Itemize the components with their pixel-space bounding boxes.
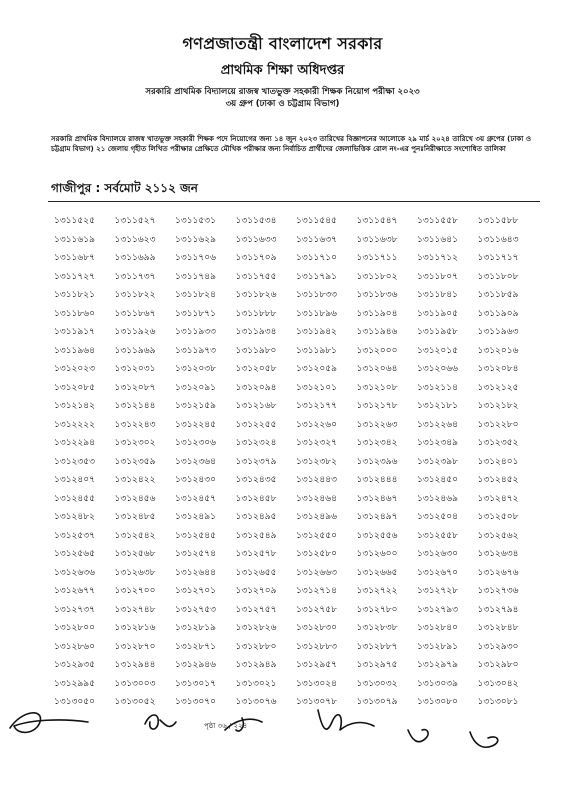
roll-number-cell: ১৩১২১৮২ [477, 401, 519, 411]
roll-number-cell: ১৩১২৭৪৮ [114, 604, 156, 615]
roll-number-cell: ১৩১১৮৮৮ [235, 308, 277, 319]
roll-number-cell: ১৩১২৯৪৯ [235, 660, 277, 670]
roll-number-cell: ১৩১২৮৩০ [296, 623, 337, 633]
roll-number-cell: ১৩১২৪৫০ [417, 475, 458, 485]
roll-number-cell: ১৩১২৫৫০ [296, 530, 337, 541]
roll-number-cell: ১৩১২২৫৫ [235, 419, 277, 430]
roll-number-cell: ১৩১২৭২৮ [417, 586, 458, 596]
roll-number-cell: ১৩১২৩০২ [114, 438, 156, 448]
roll-number-cell: ১৩১২৪৯৫ [235, 512, 277, 522]
roll-number-cell: ১৩১২১৭৮ [356, 401, 398, 411]
roll-number-cell: ১৩১২৪৯১ [175, 512, 216, 522]
roll-number-cell: ১৩১২৩৫৯ [114, 456, 156, 467]
roll-number-cell: ১৩১১৫৩১ [175, 216, 216, 226]
roll-number-cell: ১৩১২৩০৬ [175, 438, 216, 448]
roll-number-cell: ১৩১২৪০৭ [54, 475, 95, 485]
roll-number-cell: ১৩১২৩৮২ [296, 456, 337, 467]
roll-number-cell: ১৩১১৭০৬ [175, 253, 216, 263]
district-summary: গাজীপুর : সর্বমোট ২১১২ জন [51, 181, 198, 195]
roll-number-cell: ১৩১২৪৬৭ [356, 493, 398, 504]
roll-number-cell: ১৩১২০৫৯ [296, 364, 337, 374]
roll-number-cell: ১৩১১৮২১ [54, 290, 95, 300]
roll-number-cell: ১৩১১৯৬৩ [477, 327, 519, 337]
government-title: গণপ্রজাতন্ত্রী বাংলাদেশ সরকার [182, 34, 383, 53]
roll-number-cell: ১৩১১৬৯৯ [114, 253, 156, 263]
roll-number-cell: ১৩১২৬৬৩ [296, 567, 337, 578]
group-title: ৩য় গ্রুপ (ঢাকা ও চট্টগ্রাম বিভাগ) [225, 99, 340, 109]
roll-number-cell: ১৩১২৩৪২ [356, 438, 398, 448]
roll-number-cell: ১৩১২১০৮ [356, 382, 398, 393]
roll-number-cell: ১৩১২৫৫৬ [356, 530, 398, 541]
roll-number-cell: ১৩১২০৮৪ [477, 364, 519, 374]
roll-number-cell: ১৩১১৯০৯ [477, 308, 519, 319]
roll-number-cell: ১৩১২০৩১ [114, 364, 156, 374]
roll-number-cell: ১৩১২৩৬৪ [175, 456, 216, 467]
roll-number-cell: ১৩১২১৪২ [54, 401, 95, 411]
roll-number-cell: ১৩১২৮৩৮ [356, 623, 398, 633]
roll-number-cell: ১৩১২৫০৮ [477, 512, 519, 522]
roll-number-cell: ১৩১২৪০১ [477, 456, 519, 467]
roll-number-cell: ১৩১১৯১৭ [54, 327, 95, 337]
roll-number-cell: ১৩১২১৮১ [417, 401, 458, 411]
divider [48, 201, 540, 202]
roll-number-cell: ১৩১২৬৩৮ [114, 567, 156, 578]
roll-number-cell: ১৩১১৬৩৩ [235, 234, 277, 245]
roll-number-cell: ১৩১২৬৩৪ [477, 549, 519, 559]
roll-number-cell: ১৩১১৮০৭ [417, 271, 458, 282]
roll-number-cell: ১৩১২৪৫৫ [54, 493, 95, 504]
roll-number-cell: ১৩১২৩২৭ [296, 438, 337, 448]
roll-number-cell: ১৩১২০৬৬ [417, 364, 458, 374]
roll-number-cell: ১৩১৩০৫০ [54, 697, 95, 707]
roll-number-cell: ১৩১২৫৭৮ [235, 549, 277, 559]
roll-number-cell: ১৩১১৮২২ [114, 290, 156, 300]
roll-number-cell: ১৩১২৫৪২ [114, 530, 156, 541]
roll-number-cell: ১৩১২৭১৪ [296, 586, 337, 596]
notice-paragraph: সরকারি প্রাথমিক বিদ্যালয়ে রাজস্ব খাতভুক্ত সহকারী শিক্ষক পদে নিয়োগের জন্য ১৪ জুন ২০২৩ তারিখের বিজ্ঞাপনের আলোকে ২৯ মার্চ ২০২৪ তারিখে ৩য় গ্রুপের (ঢাকা ও চট্টগ্রাম বিভাগ) ২১ জেলায় গৃহীত লিখিত পরীক্ষার প্রেক্ষিতে মৌখিক পরীক্ষার জন্য নির্বাচিত প্রার্থীদের জেলাভিত্তিক রোল নং-এর পুনঃনিরীক্ষাতে সংশোধিত তালিকা [51, 135, 531, 153]
page-number: পৃষ্ঠা ৩৬ / ২২৪ [204, 722, 248, 730]
roll-number-cell: ১৩১২৯৩০ [477, 641, 519, 652]
roll-number-cell: ১৩১২৭০৯ [235, 586, 277, 596]
roll-number-cell: ১৩১২২৪৫ [175, 419, 216, 430]
roll-number-cell: ১৩১২৩৭৯ [235, 456, 277, 467]
roll-number-cell: ১৩১২৯৯৫ [54, 678, 95, 689]
roll-number-cell: ১৩১১৯৬৯ [114, 345, 156, 356]
roll-number-cell: ১৩১৩০১৭ [175, 678, 216, 689]
roll-number-cell: ১৩১২২৪৩ [114, 419, 156, 430]
roll-number-cell: ১৩১১৭১২ [417, 253, 458, 263]
roll-number-cell: ১৩১১৮৯৬ [296, 308, 337, 319]
roll-number-cell: ১৩১২৪৬৪ [296, 493, 337, 504]
roll-number-cell: ১৩১১৫৪৫ [296, 216, 337, 226]
roll-number-cell: ১৩১৩০৭০ [175, 697, 216, 707]
roll-number-cell: ১৩১২৮১৬ [114, 623, 156, 633]
roll-number-cell: ১৩১২০২৩ [54, 364, 95, 374]
roll-number-cell: ১৩১১৮৪১ [417, 290, 458, 300]
roll-number-cell: ১৩১২২৬৪ [417, 419, 458, 430]
roll-number-cell: ১৩১১৮০২ [356, 271, 398, 282]
roll-number-cell: ১৩১১৯৮১ [296, 345, 337, 356]
roll-number-cell: ১৩১১৭৯১ [296, 271, 337, 282]
roll-number-cell: ১৩১২১০১ [296, 382, 337, 393]
roll-number-cell: ১৩১১৫৮৮ [477, 216, 519, 226]
roll-number-cell: ১৩১১৬৪৩ [477, 234, 519, 245]
roll-number-cell: ১৩১২৬৪৪ [175, 567, 216, 578]
roll-number-cell: ১৩১১৯৭৩ [175, 345, 216, 356]
roll-number-cell: ১৩১২০০০ [356, 345, 398, 356]
roll-number-cell: ১৩১২৯৪৬ [175, 660, 216, 670]
roll-number-cell: ১৩১১৮৭১ [175, 308, 216, 319]
roll-number-cell: ১৩১২৪৯৬ [296, 512, 337, 522]
department-title: প্রাথমিক শিক্ষা অধিদপ্তর [220, 63, 345, 78]
roll-number-cell: ১৩১২৬০০ [356, 549, 398, 559]
roll-number-cell: ১৩১৩০৩২ [356, 678, 398, 689]
roll-number-cell: ১৩১২৪৪৩ [296, 475, 337, 485]
roll-number-cell: ১৩১৩০২১ [235, 678, 277, 689]
signature-5 [408, 730, 428, 742]
roll-number-cell: ১৩১১৮০৮ [477, 271, 519, 282]
roll-number-cell: ১৩১১৯৮০ [235, 345, 277, 356]
roll-number-cell: ১৩১২৮৭১ [175, 641, 216, 652]
roll-number-cell: ১৩১২৮৯১ [417, 641, 458, 652]
roll-number-cell: ১৩১২২৬৩ [356, 419, 398, 430]
roll-number-cell: ১৩১২৪৫৭ [175, 493, 216, 504]
roll-number-cell: ১৩১২৮৮০ [235, 641, 277, 652]
roll-number-cell: ১৩১২১৪৪ [114, 401, 156, 411]
roll-number-cell: ১৩১১৮২৪ [175, 290, 216, 300]
roll-number-cell: ১৩১২৭০০ [114, 586, 156, 596]
roll-number-cell: ১৩১১৮৬৭ [114, 308, 156, 319]
signature-1 [10, 713, 88, 733]
roll-number-cell: ১৩১২২২২ [54, 419, 95, 430]
exam-title: সরকারি প্রাথমিক বিদ্যালয়ে রাজস্ব খাতভুক্ত সহকারী শিক্ষক নিয়োগ পরীক্ষা ২০২৩ [145, 87, 420, 97]
roll-number-cell: ১৩১২৪৬৯ [417, 493, 458, 504]
roll-number-cell: ১৩১২৯৭৯ [417, 660, 458, 670]
roll-number-cell: ১৩১২৮৪৮ [477, 623, 519, 633]
roll-number-cell: ১৩১২৭৮০ [356, 604, 398, 615]
roll-number-cell: ১৩১২০৩৮ [175, 364, 216, 374]
roll-number-cell: ১৩১২১৬৮ [235, 401, 277, 411]
roll-number-cell: ১৩১২৫৪৫ [175, 530, 216, 541]
roll-number-cell: ১৩১২৪৮২ [54, 512, 95, 522]
roll-number-cell: ১৩১১৯৪২ [296, 327, 337, 337]
roll-number-cell: ১৩১১৯৪৬ [356, 327, 398, 337]
roll-number-cell: ১৩১২১৭৭ [296, 401, 337, 411]
roll-number-cell: ১৩১৩০২৪ [296, 678, 337, 689]
roll-number-cell: ১৩১২৪৫২ [477, 475, 519, 485]
roll-number-cell: ১৩১২৮৬০ [54, 641, 95, 652]
roll-number-cell: ১৩১২০১৬ [477, 345, 519, 356]
roll-number-cell: ১৩১২০৮৫ [54, 382, 95, 393]
roll-number-cell: ১৩১৩০৫২ [114, 697, 156, 707]
roll-number-cell: ১৩১২৭৯৩ [417, 604, 458, 615]
roll-number-cell: ১৩১১৮৫৯ [477, 290, 519, 300]
roll-number-cell: ১৩১১৫৫৮ [417, 216, 458, 226]
roll-number-cell: ১৩১২২৯৪ [54, 438, 95, 448]
roll-number-cell: ১৩১২৮৮৩ [296, 641, 337, 652]
roll-number-cell: ১৩১২৪৩০ [175, 475, 216, 485]
roll-number-cell: ১৩১২৭০১ [175, 586, 216, 596]
roll-number-cell: ১৩১২৬৭০ [417, 567, 458, 578]
roll-number-cell: ১৩১২৩৫৩ [54, 456, 95, 467]
roll-number-cell: ১৩১২০৬৪ [356, 364, 398, 374]
roll-number-cell: ১৩১৩০৮০ [417, 697, 458, 707]
roll-number-cell: ১৩১২৮২৬ [235, 623, 277, 633]
roll-number-cell: ১৩১৩০৭৯ [356, 697, 398, 707]
roll-number-cell: ১৩১২৫৭৪ [175, 549, 216, 559]
roll-number-cell: ১৩১১৫২৫ [54, 216, 95, 226]
roll-number-cell: ১৩১২০১৫ [417, 345, 458, 356]
roll-number-cell: ১৩১১৭৫৫ [235, 271, 277, 282]
roll-number-cell: ১৩১২৪৫৮ [235, 493, 277, 504]
roll-number-cell: ১৩১২৭৯৪ [477, 604, 519, 615]
roll-number-cell: ১৩১২৬৩০ [417, 549, 458, 559]
roll-number-cell: ১৩১২৮০০ [54, 623, 95, 633]
roll-number-cell: ১৩১২৭৫৭ [235, 604, 277, 615]
roll-number-cell: ১৩১২৫৩৭ [54, 530, 95, 541]
roll-number-cell: ১৩১২৯৭৫ [356, 660, 398, 670]
roll-number-cell: ১৩১১৮৩৬ [356, 290, 398, 300]
roll-number-cell: ১৩১২২৮০ [477, 419, 519, 430]
roll-number-cell: ১৩১১৯৩৪ [235, 327, 277, 337]
roll-number-cell: ১৩১১৭৩৭ [114, 271, 156, 282]
roll-number-cell: ১৩১২৪৯৭ [356, 512, 398, 522]
roll-number-cell: ১৩১২৭৩৬ [477, 586, 519, 596]
signature-2 [145, 715, 176, 729]
roll-number-cell: ১৩১২৩৪৯ [417, 438, 458, 448]
roll-number-cell: ১৩১২৮১৯ [175, 623, 216, 633]
roll-number-cell: ১৩১২৯৩৫ [54, 660, 95, 670]
roll-number-cell: ১৩১১৫৩৪ [235, 216, 277, 226]
roll-number-cell: ১৩১২৩৫২ [477, 438, 519, 448]
roll-number-cell: ১৩১১৬৪১ [417, 234, 458, 245]
signature-6 [470, 732, 498, 747]
roll-number-cell: ১৩১২৬৩৬ [54, 567, 95, 578]
roll-number-cell: ১৩১২৬৫৫ [235, 567, 277, 578]
roll-number-cell: ১৩১২৬৭৭ [54, 586, 95, 596]
signature-4 [318, 710, 374, 730]
roll-number-cell: ১৩১২৬৭৬ [477, 567, 519, 578]
roll-number-cell: ১৩১২৫৪৯ [235, 530, 277, 541]
roll-number-cell: ১৩১১৬৮৭ [54, 253, 95, 263]
roll-number-cell: ১৩১২১৫৯ [175, 401, 216, 411]
roll-number-cell: ১৩১২১১৪ [417, 382, 458, 393]
roll-number-cell: ১৩১১৫৪৭ [356, 216, 398, 226]
roll-number-cell: ১৩১২৭২২ [356, 586, 398, 596]
roll-number-cell: ১৩১২৮৭০ [114, 641, 156, 652]
roll-number-cell: ১৩১১৭০৯ [235, 253, 277, 263]
roll-number-cell: ১৩১২৫৬২ [477, 530, 519, 541]
roll-number-cell: ১৩১৩০৭৮ [296, 697, 337, 707]
roll-number-cell: ১৩১১৯০৫ [417, 308, 458, 319]
roll-number-cell: ১৩১২৪৫৬ [114, 493, 156, 504]
roll-number-cell: ১৩১৩০৩৯ [417, 678, 458, 689]
roll-number-cell: ১৩১২৯৮০ [477, 660, 519, 670]
roll-number-cell: ১৩১২৮৮৭ [356, 641, 398, 652]
roll-number-cell: ১৩১২২৬০ [296, 419, 337, 430]
roll-number-cell: ১৩১২৭৫৮ [296, 604, 337, 615]
roll-number-cell: ১৩১৩০০৩ [114, 678, 156, 689]
roll-number-cell: ১৩১২৯৪৪ [114, 660, 156, 670]
roll-number-cell: ১৩১২৩২৪ [235, 438, 277, 448]
roll-number-cell: ১৩১১৭৪৯ [175, 271, 216, 282]
roll-number-cell: ১৩১১৬১৯ [54, 234, 95, 245]
roll-number-table [54, 212, 538, 712]
roll-number-cell: ১৩১১৬২৩ [114, 234, 156, 245]
roll-number-cell: ১৩১১৯৬৪ [54, 345, 95, 356]
roll-number-cell: ১৩১২৭৫৩ [175, 604, 216, 615]
roll-number-cell: ১৩১২৭৩৭ [54, 604, 95, 615]
roll-number-cell: ১৩১২৩৯৮ [417, 456, 458, 467]
roll-number-cell: ১৩১১৬২৯ [175, 234, 216, 245]
roll-number-cell: ১৩১২১২৫ [477, 382, 519, 393]
roll-number-cell: ১৩১২৫৬৫ [54, 549, 95, 559]
roll-number-cell: ১৩১২৪৭২ [477, 493, 519, 504]
roll-number-cell: ১৩১২৪২২ [114, 475, 156, 485]
roll-number-cell: ১৩১১৭১০ [296, 253, 337, 263]
roll-number-cell: ১৩১২০৯৪ [235, 382, 277, 393]
roll-number-cell: ১৩১৩০৪২ [477, 678, 519, 689]
roll-number-cell: ১৩১১৮২৬ [235, 290, 277, 300]
roll-number-cell: ১৩১২৯৫৭ [296, 660, 337, 670]
document-header [0, 34, 565, 110]
roll-number-cell: ১৩১২০৯১ [175, 382, 216, 393]
roll-number-cell: ১৩১২০৮৭ [114, 382, 156, 393]
roll-number-cell: ১৩১১৯৩৩ [175, 327, 216, 337]
signatures [0, 700, 565, 800]
roll-number-cell: ১৩১১৭২৭ [54, 271, 95, 282]
roll-number-cell: ১৩১১৮৬০ [54, 308, 95, 319]
roll-number-cell: ১৩১২৪৪৪ [356, 475, 398, 485]
roll-number-cell: ১৩১২৫০৪ [417, 512, 458, 522]
roll-number-cell: ১৩১২৪৮৫ [114, 512, 156, 522]
roll-number-cell: ১৩১১৭১১ [356, 253, 398, 263]
roll-number-cell: ১৩১১৯০৪ [356, 308, 398, 319]
roll-number-cell: ১৩১২৩৯৬ [356, 456, 398, 467]
roll-number-cell: ১৩১১৭১৭ [477, 253, 519, 263]
roll-number-cell: ১৩১১৮৩৩ [296, 290, 337, 300]
roll-number-cell: ১৩১১৫২৭ [114, 216, 156, 226]
roll-number-cell: ১৩১২৮৪০ [417, 623, 458, 633]
roll-number-cell: ১৩১১৬৩৭ [296, 234, 337, 245]
roll-number-cell: ১৩১৩০৮১ [477, 697, 519, 707]
roll-number-cell: ১৩১১৯৫৮ [417, 327, 458, 337]
roll-number-cell: ১৩১২০৫৮ [235, 364, 277, 374]
roll-number-cell: ১৩১২৪৩৫ [235, 475, 277, 485]
roll-number-cell: ১৩১২৫৮০ [296, 549, 337, 559]
roll-number-cell: ১৩১৩০৭৬ [235, 697, 277, 707]
roll-number-cell: ১৩১২৬৬৫ [356, 567, 398, 578]
roll-number-cell: ১৩১১৯২৬ [114, 327, 156, 337]
roll-number-cell: ১৩১২৫৬৮ [114, 549, 156, 559]
roll-number-cell: ১৩১২৫৫৮ [417, 530, 458, 541]
roll-number-cell: ১৩১১৬৩৮ [356, 234, 398, 245]
